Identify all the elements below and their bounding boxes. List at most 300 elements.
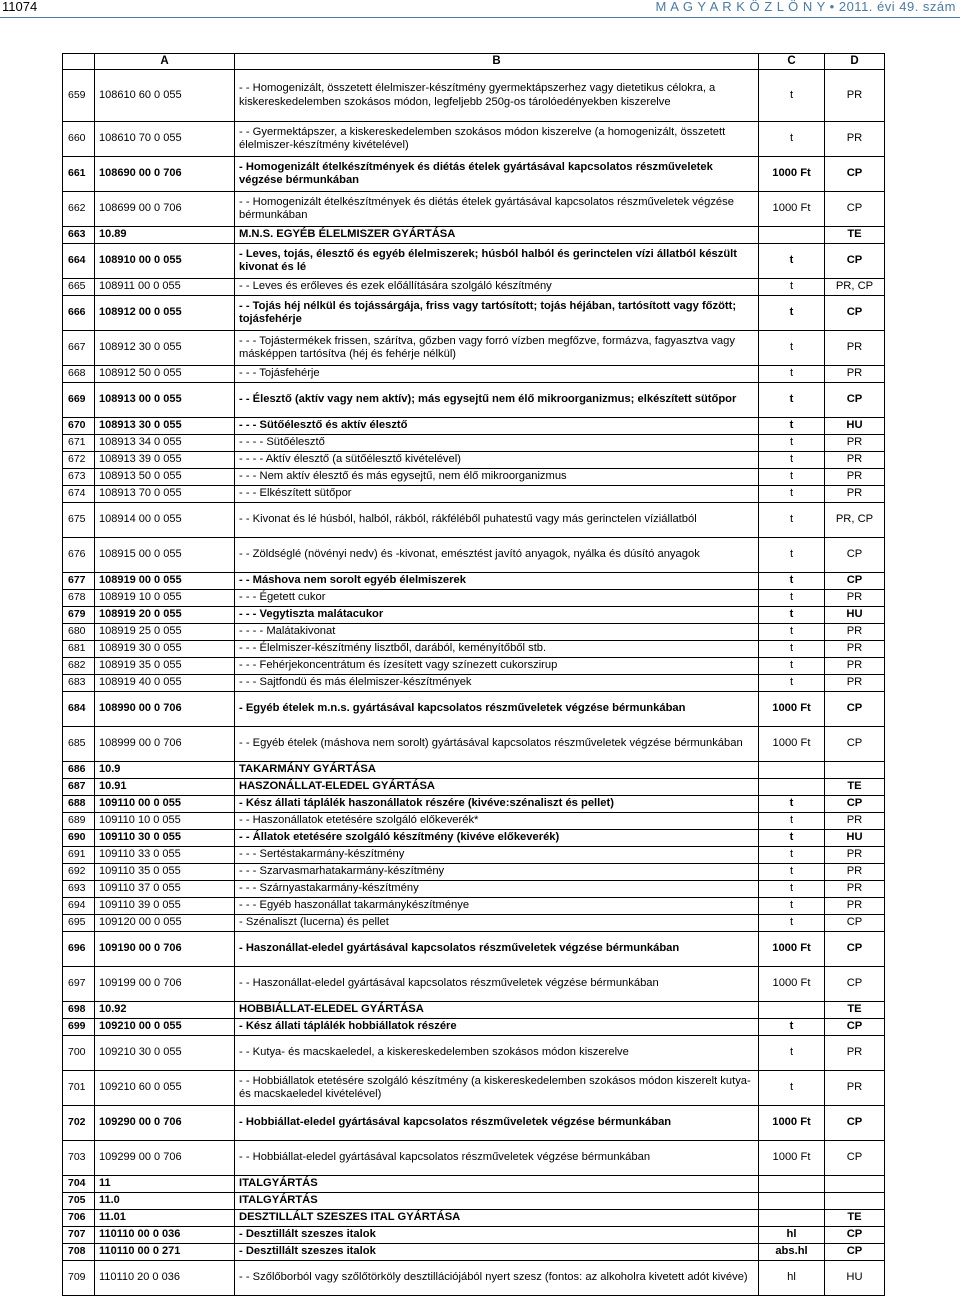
unit-of-measure: t [759, 624, 825, 641]
table-row [63, 915, 885, 932]
table-row [63, 898, 885, 915]
data-type: CP [825, 383, 885, 418]
unit-of-measure: t [759, 538, 825, 573]
data-type: PR [825, 590, 885, 607]
row-number: 659 [63, 70, 95, 122]
column-header-b: B [235, 54, 759, 70]
table-row [63, 366, 885, 383]
product-description: - - Homogenizált ételkészítmények és diétás ételek gyártásával kapcsolatos részműveletek végzése bérmunkában [235, 192, 759, 227]
product-description: - - - Sertéstakarmány-készítmény [235, 847, 759, 864]
product-code: 108913 34 0 055 [95, 435, 235, 452]
product-code: 108919 30 0 055 [95, 641, 235, 658]
product-code: 108919 20 0 055 [95, 607, 235, 624]
data-type: CP [825, 692, 885, 727]
product-code: 108990 00 0 706 [95, 692, 235, 727]
product-code: 10.91 [95, 779, 235, 796]
data-type: CP [825, 538, 885, 573]
data-type [825, 1193, 885, 1210]
product-code: 109299 00 0 706 [95, 1141, 235, 1176]
data-type: CP [825, 1244, 885, 1261]
data-type: PR [825, 122, 885, 157]
table-row [63, 762, 885, 779]
product-code: 109110 10 0 055 [95, 813, 235, 830]
product-code: 109110 37 0 055 [95, 881, 235, 898]
product-code: 11.0 [95, 1193, 235, 1210]
unit-of-measure: t [759, 847, 825, 864]
unit-of-measure: hl [759, 1261, 825, 1296]
table-row [63, 1210, 885, 1227]
product-code: 110110 00 0 271 [95, 1244, 235, 1261]
data-type [825, 762, 885, 779]
row-number: 678 [63, 590, 95, 607]
product-description: - - Zöldséglé (növényi nedv) és -kivonat, emésztést javító anyagok, nyálka és dúsító anyagok [235, 538, 759, 573]
product-code: 11 [95, 1176, 235, 1193]
unit-of-measure: t [759, 813, 825, 830]
table-row [63, 1261, 885, 1296]
header-divider [0, 17, 960, 18]
unit-of-measure: t [759, 898, 825, 915]
product-code: 109120 00 0 055 [95, 915, 235, 932]
product-description: HASZONÁLLAT-ELEDEL GYÁRTÁSA [235, 779, 759, 796]
product-code: 108910 00 0 055 [95, 244, 235, 279]
row-number: 677 [63, 573, 95, 590]
unit-of-measure: t [759, 1036, 825, 1071]
row-number-header [63, 54, 95, 70]
row-number: 702 [63, 1106, 95, 1141]
data-type: PR [825, 813, 885, 830]
row-number: 685 [63, 727, 95, 762]
product-code: 11.01 [95, 1210, 235, 1227]
product-description: HOBBIÁLLAT-ELEDEL GYÁRTÁSA [235, 1002, 759, 1019]
unit-of-measure: t [759, 1019, 825, 1036]
row-number: 707 [63, 1227, 95, 1244]
data-type: PR [825, 366, 885, 383]
row-number: 691 [63, 847, 95, 864]
row-number: 681 [63, 641, 95, 658]
product-code: 108913 00 0 055 [95, 383, 235, 418]
row-number: 670 [63, 418, 95, 435]
column-header-row [63, 54, 885, 70]
table-row [63, 607, 885, 624]
product-description: - - Egyéb ételek (máshova nem sorolt) gyártásával kapcsolatos részműveletek végzése bérmunkában [235, 727, 759, 762]
data-type: PR [825, 675, 885, 692]
row-number: 698 [63, 1002, 95, 1019]
product-description: - Homogenizált ételkészítmények és diétás ételek gyártásával kapcsolatos részműveletek végzése bérmunkában [235, 157, 759, 192]
table-row [63, 727, 885, 762]
data-type: CP [825, 1106, 885, 1141]
product-description: - Desztillált szeszes italok [235, 1227, 759, 1244]
product-code-table [62, 53, 885, 1296]
product-code: 109290 00 0 706 [95, 1106, 235, 1141]
product-code: 10.9 [95, 762, 235, 779]
product-code: 109110 30 0 055 [95, 830, 235, 847]
product-code: 108999 00 0 706 [95, 727, 235, 762]
table-row [63, 383, 885, 418]
data-type [825, 1176, 885, 1193]
data-type: CP [825, 1019, 885, 1036]
unit-of-measure [759, 1176, 825, 1193]
data-type: TE [825, 779, 885, 796]
publication-title: M A G Y A R K Ö Z L Ö N Y • 2011. évi 49. szám [655, 0, 956, 14]
table-row [63, 1193, 885, 1210]
row-number: 674 [63, 486, 95, 503]
unit-of-measure: t [759, 864, 825, 881]
product-code: 108699 00 0 706 [95, 192, 235, 227]
table-row [63, 1071, 885, 1106]
product-description: - - - - Aktív élesztő (a sütőélesztő kivételével) [235, 452, 759, 469]
product-description: - - - Sajtfondü és más élelmiszer-készítmények [235, 675, 759, 692]
product-description: ITALGYÁRTÁS [235, 1176, 759, 1193]
table-row [63, 692, 885, 727]
unit-of-measure: t [759, 675, 825, 692]
data-type: CP [825, 1227, 885, 1244]
unit-of-measure: 1000 Ft [759, 1141, 825, 1176]
unit-of-measure: t [759, 366, 825, 383]
product-description: - - - Egyéb haszonállat takarmánykészítménye [235, 898, 759, 915]
product-code: 10.89 [95, 227, 235, 244]
row-number: 668 [63, 366, 95, 383]
data-type: PR [825, 435, 885, 452]
product-description: - - - Tojástermékek frissen, szárítva, gőzben vagy forró vízben megfőzve, formázva, fagyasztva vagy másképpen tartósítva (héj és fehérje nélkül) [235, 331, 759, 366]
product-description: - - Állatok etetésére szolgáló készítmény (kivéve előkeverék) [235, 830, 759, 847]
row-number: 667 [63, 331, 95, 366]
row-number: 686 [63, 762, 95, 779]
product-description: - Szénaliszt (lucerna) és pellet [235, 915, 759, 932]
unit-of-measure: t [759, 452, 825, 469]
table-row [63, 1019, 885, 1036]
data-type: CP [825, 192, 885, 227]
product-code: 108610 60 0 055 [95, 70, 235, 122]
product-code: 109110 00 0 055 [95, 796, 235, 813]
product-description: - - Élesztő (aktív vagy nem aktív); más egysejtű nem élő mikroorganizmus; elkészített sütőpor [235, 383, 759, 418]
row-number: 690 [63, 830, 95, 847]
product-code: 109190 00 0 706 [95, 932, 235, 967]
table-row [63, 469, 885, 486]
unit-of-measure [759, 779, 825, 796]
product-description: - - Kivonat és lé húsból, halból, rákból, rákféléből puhatestű vagy más gerinctelen víziállatból [235, 503, 759, 538]
data-type: CP [825, 727, 885, 762]
row-number: 669 [63, 383, 95, 418]
product-description: - - - Sütőélesztő és aktív élesztő [235, 418, 759, 435]
unit-of-measure: 1000 Ft [759, 932, 825, 967]
product-description: - - - Szárnyastakarmány-készítmény [235, 881, 759, 898]
data-type: PR [825, 486, 885, 503]
product-code: 108913 50 0 055 [95, 469, 235, 486]
table-row [63, 1227, 885, 1244]
table-row [63, 435, 885, 452]
table-row [63, 1176, 885, 1193]
table-row [63, 122, 885, 157]
unit-of-measure: t [759, 244, 825, 279]
unit-of-measure: 1000 Ft [759, 1106, 825, 1141]
table-row [63, 881, 885, 898]
table-row [63, 573, 885, 590]
unit-of-measure: t [759, 331, 825, 366]
table-row [63, 1002, 885, 1019]
data-type: CP [825, 1141, 885, 1176]
row-number: 673 [63, 469, 95, 486]
product-description: - - Leves és erőleves és ezek előállítására szolgáló készítmény [235, 279, 759, 296]
product-description: - - Homogenizált, összetett élelmiszer-készítmény gyermektápszerhez vagy dietetikus célokra, a kiskereskedelemben szokásos módon, legfeljebb 250g-os tárolóedényekben kiszerelve [235, 70, 759, 122]
product-code: 108919 10 0 055 [95, 590, 235, 607]
row-number: 683 [63, 675, 95, 692]
table-row [63, 1036, 885, 1071]
unit-of-measure: t [759, 486, 825, 503]
product-description: - - Máshova nem sorolt egyéb élelmiszerek [235, 573, 759, 590]
product-code: 108913 70 0 055 [95, 486, 235, 503]
unit-of-measure [759, 762, 825, 779]
product-description: ITALGYÁRTÁS [235, 1193, 759, 1210]
product-code: 109210 60 0 055 [95, 1071, 235, 1106]
table-row [63, 624, 885, 641]
table-row [63, 452, 885, 469]
product-description: - - Hobbiállat-eledel gyártásával kapcsolatos részműveletek végzése bérmunkában [235, 1141, 759, 1176]
table-row [63, 157, 885, 192]
table-row [63, 1106, 885, 1141]
unit-of-measure: t [759, 915, 825, 932]
table-row [63, 932, 885, 967]
product-code: 109199 00 0 706 [95, 967, 235, 1002]
table-row [63, 296, 885, 331]
table-row [63, 813, 885, 830]
data-type: TE [825, 1210, 885, 1227]
unit-of-measure: t [759, 383, 825, 418]
row-number: 696 [63, 932, 95, 967]
row-number: 692 [63, 864, 95, 881]
data-type: PR [825, 658, 885, 675]
page-number: 11074 [2, 0, 38, 14]
data-type: PR [825, 452, 885, 469]
product-code: 109210 30 0 055 [95, 1036, 235, 1071]
unit-of-measure: t [759, 279, 825, 296]
unit-of-measure: t [759, 830, 825, 847]
unit-of-measure: hl [759, 1227, 825, 1244]
unit-of-measure: t [759, 469, 825, 486]
row-number: 660 [63, 122, 95, 157]
table-row [63, 70, 885, 122]
unit-of-measure [759, 1210, 825, 1227]
data-type: PR [825, 469, 885, 486]
table-row [63, 331, 885, 366]
product-description: - - Haszonállat-eledel gyártásával kapcsolatos részműveletek végzése bérmunkában [235, 967, 759, 1002]
product-description: - - Szőlőborból vagy szőlőtörköly desztillációjából nyert szesz (fontos: az alkoholra kivetett adót kivéve) [235, 1261, 759, 1296]
unit-of-measure: t [759, 1071, 825, 1106]
data-type: PR [825, 898, 885, 915]
product-description: - Desztillált szeszes italok [235, 1244, 759, 1261]
product-code: 109110 39 0 055 [95, 898, 235, 915]
row-number: 706 [63, 1210, 95, 1227]
data-type: PR [825, 864, 885, 881]
table-row [63, 830, 885, 847]
product-code: 109110 35 0 055 [95, 864, 235, 881]
unit-of-measure: t [759, 418, 825, 435]
data-type: PR [825, 70, 885, 122]
product-description: - - - Vegytiszta malátacukor [235, 607, 759, 624]
table-body [63, 70, 885, 1296]
product-code: 108919 35 0 055 [95, 658, 235, 675]
row-number: 664 [63, 244, 95, 279]
data-type: TE [825, 1002, 885, 1019]
product-description: - Haszonállat-eledel gyártásával kapcsolatos részműveletek végzése bérmunkában [235, 932, 759, 967]
row-number: 703 [63, 1141, 95, 1176]
data-type: PR [825, 641, 885, 658]
product-code: 110110 00 0 036 [95, 1227, 235, 1244]
product-code: 110110 20 0 036 [95, 1261, 235, 1296]
product-description: - Kész állati táplálék hobbiállatok részére [235, 1019, 759, 1036]
product-description: - - - Szarvasmarhatakarmány-készítmény [235, 864, 759, 881]
product-description: - - Hobbiállatok etetésére szolgáló készítmény (a kiskereskedelemben szokásos módon kiszerelt kutya- és macskaeledel kivételével) [235, 1071, 759, 1106]
product-description: DESZTILLÁLT SZESZES ITAL GYÁRTÁSA [235, 1210, 759, 1227]
table-row [63, 192, 885, 227]
row-number: 689 [63, 813, 95, 830]
product-code: 108919 40 0 055 [95, 675, 235, 692]
table-row [63, 244, 885, 279]
product-code: 108610 70 0 055 [95, 122, 235, 157]
product-description: - - - Tojásfehérje [235, 366, 759, 383]
row-number: 704 [63, 1176, 95, 1193]
product-code: 108912 30 0 055 [95, 331, 235, 366]
row-number: 705 [63, 1193, 95, 1210]
product-description: - - - Elkészített sütőpor [235, 486, 759, 503]
row-number: 665 [63, 279, 95, 296]
row-number: 699 [63, 1019, 95, 1036]
row-number: 701 [63, 1071, 95, 1106]
data-type: HU [825, 830, 885, 847]
data-type: CP [825, 932, 885, 967]
row-number: 682 [63, 658, 95, 675]
row-number: 687 [63, 779, 95, 796]
unit-of-measure [759, 1193, 825, 1210]
table-row [63, 590, 885, 607]
data-type: PR [825, 881, 885, 898]
data-type: CP [825, 796, 885, 813]
table-row [63, 227, 885, 244]
product-code: 108913 30 0 055 [95, 418, 235, 435]
product-description: - - - Élelmiszer-készítmény lisztből, darából, keményítőből stb. [235, 641, 759, 658]
product-code: 108912 00 0 055 [95, 296, 235, 331]
row-number: 666 [63, 296, 95, 331]
unit-of-measure: t [759, 881, 825, 898]
row-number: 680 [63, 624, 95, 641]
product-description: M.N.S. EGYÉB ÉLELMISZER GYÁRTÁSA [235, 227, 759, 244]
data-type: PR [825, 624, 885, 641]
row-number: 688 [63, 796, 95, 813]
data-type: TE [825, 227, 885, 244]
product-description: - - Haszonállatok etetésére szolgáló előkeverék* [235, 813, 759, 830]
unit-of-measure: t [759, 658, 825, 675]
product-description: - - - - Sütőélesztő [235, 435, 759, 452]
product-code: 108911 00 0 055 [95, 279, 235, 296]
row-number: 695 [63, 915, 95, 932]
unit-of-measure: t [759, 796, 825, 813]
product-description: - - - Fehérjekoncentrátum és ízesített vagy színezett cukorszirup [235, 658, 759, 675]
data-type: CP [825, 296, 885, 331]
unit-of-measure [759, 227, 825, 244]
product-code: 108919 00 0 055 [95, 573, 235, 590]
data-type: PR [825, 847, 885, 864]
product-description: - Kész állati táplálék haszonállatok részére (kivéve:szénaliszt és pellet) [235, 796, 759, 813]
table-row [63, 675, 885, 692]
table-row [63, 658, 885, 675]
data-type: HU [825, 1261, 885, 1296]
unit-of-measure: t [759, 573, 825, 590]
unit-of-measure: t [759, 435, 825, 452]
product-description: - Hobbiállat-eledel gyártásával kapcsolatos részműveletek végzése bérmunkában [235, 1106, 759, 1141]
data-type: PR [825, 1036, 885, 1071]
table-row [63, 486, 885, 503]
product-description: - Leves, tojás, élesztő és egyéb élelmiszerek; húsból halból és gerinctelen vízi állatból készült kivonat és lé [235, 244, 759, 279]
row-number: 708 [63, 1244, 95, 1261]
table-row [63, 779, 885, 796]
table-row [63, 641, 885, 658]
product-description: - - - - Malátakivonat [235, 624, 759, 641]
column-header-d: D [825, 54, 885, 70]
data-type: CP [825, 915, 885, 932]
row-number: 672 [63, 452, 95, 469]
unit-of-measure: 1000 Ft [759, 192, 825, 227]
product-description: - - - Égetett cukor [235, 590, 759, 607]
data-type: CP [825, 573, 885, 590]
data-type: CP [825, 157, 885, 192]
product-code: 108913 39 0 055 [95, 452, 235, 469]
table-row [63, 279, 885, 296]
table-row [63, 847, 885, 864]
unit-of-measure: t [759, 607, 825, 624]
product-code: 109210 00 0 055 [95, 1019, 235, 1036]
product-description: - Egyéb ételek m.n.s. gyártásával kapcsolatos részműveletek végzése bérmunkában [235, 692, 759, 727]
row-number: 661 [63, 157, 95, 192]
product-code: 108915 00 0 055 [95, 538, 235, 573]
column-header-c: C [759, 54, 825, 70]
unit-of-measure: t [759, 122, 825, 157]
row-number: 671 [63, 435, 95, 452]
data-type: PR [825, 331, 885, 366]
row-number: 709 [63, 1261, 95, 1296]
column-header-a: A [95, 54, 235, 70]
table-row [63, 538, 885, 573]
product-description: - - Tojás héj nélkül és tojássárgája, friss vagy tartósított; tojás héjában, tartósított vagy főzött; tojásfehérje [235, 296, 759, 331]
unit-of-measure [759, 1002, 825, 1019]
product-code: 108914 00 0 055 [95, 503, 235, 538]
table-row [63, 418, 885, 435]
unit-of-measure: t [759, 296, 825, 331]
product-description: - - Kutya- és macskaeledel, a kiskereskedelemben szokásos módon kiszerelve [235, 1036, 759, 1071]
product-code: 10.92 [95, 1002, 235, 1019]
table-row [63, 967, 885, 1002]
unit-of-measure: t [759, 590, 825, 607]
unit-of-measure: abs.hl [759, 1244, 825, 1261]
table-row [63, 1244, 885, 1261]
row-number: 697 [63, 967, 95, 1002]
product-code: 108919 25 0 055 [95, 624, 235, 641]
table-row [63, 864, 885, 881]
row-number: 693 [63, 881, 95, 898]
data-type: PR [825, 1071, 885, 1106]
unit-of-measure: t [759, 503, 825, 538]
row-number: 700 [63, 1036, 95, 1071]
product-code: 109110 33 0 055 [95, 847, 235, 864]
product-description: TAKARMÁNY GYÁRTÁSA [235, 762, 759, 779]
unit-of-measure: 1000 Ft [759, 157, 825, 192]
product-description: - - - Nem aktív élesztő és más egysejtű, nem élő mikroorganizmus [235, 469, 759, 486]
row-number: 662 [63, 192, 95, 227]
product-description: - - Gyermektápszer, a kiskereskedelemben szokásos módon kiszerelve (a homogenizált, összetett élelmiszer-készítmény kivételével) [235, 122, 759, 157]
unit-of-measure: 1000 Ft [759, 967, 825, 1002]
unit-of-measure: t [759, 641, 825, 658]
table-row [63, 503, 885, 538]
product-code: 108912 50 0 055 [95, 366, 235, 383]
page-header [0, 0, 960, 16]
